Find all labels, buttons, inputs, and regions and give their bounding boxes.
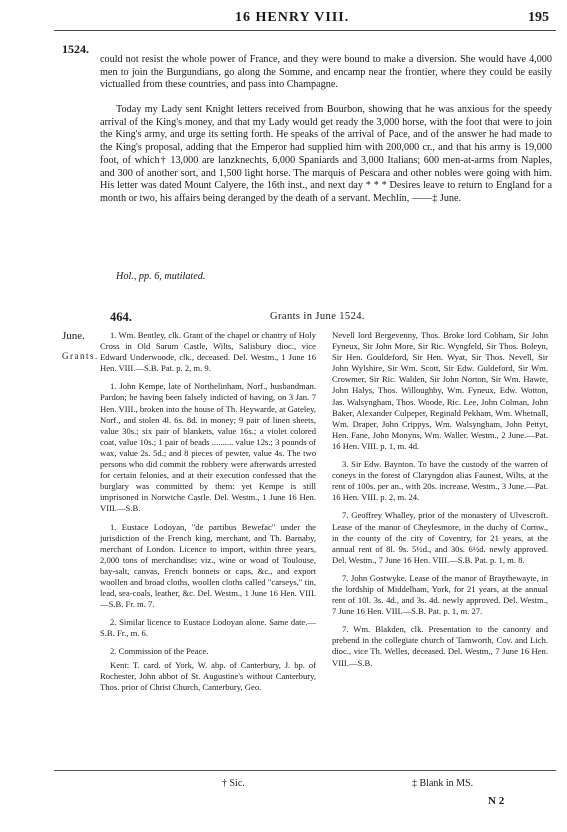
letter-text: Today my Lady sent Knight letters received from Bourbon, showing that he was anxious for the speedy arrival of the King's money, and that my Lady would get ready the 3,000 horse, with the foot that were to join the King's army, and urge its setting forth. He speaks of the arrival of Pace, and of the answer he had made to the King's proposal, adding that the Emperor had supplied him with 200,000 cr., and that his army is 19,000 foot, of which† 13,000 are lanzknechts, 6,000 Spaniards and 3,000 Italians; 600 men-at-arms from Naples, and 300 of another sort, and 1,500 light horse. The marquis of Pescara and other nobles were going with him. His letter was dated Mount Calyere, the 16th inst., and next day * * * Desires leave to return to England for a month or two, his affairs being deranged by the death of a servant. Mechlin, ——‡ June. [100,104,552,204]
footnote-blank: ‡ Blank in MS. [412,778,474,789]
grant-entry: Nevell lord Bergevenny, Thos. Broke lord Cobham, Sir John Fyneux, Sir John More, Sir Ric. Wyngfeld, Sir Thos. Boleyn, Sir Hen. Gouldeford, Sir Hen. Wyat, Sir Thos. Nevell, Sir John Wylshire, Sir Wm. Scott, Sir Edw. Guldeford, Sir Wm. Crowmer, Sir Ric. Walden, Sir John Norton, Sir Wm. Hawte, John Halys, Thos. Willoughby, Wm. Fyneux, Edw. Wotton, Jas. Walsyngham, Thos. Woode, Ric. Lee, John Colman, John Baker, Alexander Culpeper, Reginald Pekham, Wm. Whetnall, Wm. Draper, John Crippys, Wm. Walsyngham, John Pettyt, Hen. Fane, John Monyns, Wm. Waller. Westm., 2 June.—Pat. 16 Hen. VIII. p. 1, m. 4d. [332,330,548,451]
footnote-sic: † Sic. [222,778,245,789]
section-heading: Grants in June 1524. [270,311,365,322]
continuation-paragraph: could not resist the whole power of France, and they were bound to make a diversion. She would have 4,000 men to join the Burgundians, go along the Somme, and encamp near the frontier, where they could be easily victualled from these countries, and pass into Champagne. [100,54,552,91]
grant-entry: 7. John Gostwyke. Lease of the manor of Braythewayte, in the lordship of Middelham, York, for 21 years, at the annual rent of 10l. 3s. 4d., and 3s. 4d. newly approved. Del. Westm., 7 June 16 Hen. VIII.—S.B. Pat. p. 1, m. 27. [332,572,548,617]
margin-year: 1524. [62,42,89,56]
running-head [0,10,567,30]
grant-entry: Kent: T. card. of York, W. abp. of Canterbury, J. bp. of Rochester, John abbot of St. Augustine's without Canterbury, Thos. prior of Christ Church, Canterbury, Geo. [100,659,316,692]
grant-entry: 1. John Kempe, late of Northelinham, Norf., husbandman. Pardon; he having been falsely indicted of having, on 3 Jan. 7 Hen. VIII., broken into the house of Th. Heywarde, at Gateley, Norf., and stolen 4l. 6s. 8d. in money; 9 pair of linen sheets, value 30s.; six pair of blankets, value 16s.; a violet colored coat, value 10s.; 1 pair of beads .......... value 12s.; 3 pounds of wax, value 2s. 5d.; and 8 pieces of pewter, value 4s. The two persons who did commit the robbery were afterwards arrested for certain felonies, and at their execution confessed that the burglary was committed by them: yet Kempe is still imprisoned in Norwiche Castle. Del. Westm., 1 June 16 Hen. VIII.—S.B. [100,381,316,514]
grant-entry: 1. Wm. Bentley, clk. Grant of the chapel or chantry of Holy Cross in Old Sarum Castle, Wilts, Salisbury dioc., vice Edward Underwoode, clk., deceased. Del. Westm., 1 June 16 Hen. VIII.—S.B. Pat. p. 2, m. 9. [100,330,316,374]
grant-entry: 2. Commission of the Peace. [110,646,209,657]
grant-entry: 2. Similar licence to Eustace Lodoyan alone. Same date.—S.B. Fr., m. 6. [100,617,316,639]
page-number: 195 [528,10,549,25]
margin-month: June. [62,330,85,342]
top-rule [54,30,556,31]
running-title: 16 HENRY VIII. [235,10,350,25]
footnote-rule [54,770,556,771]
right-column [332,330,548,676]
grant-entry: 3. Sir Edw. Baynton. To have the custody of the warren of coneys in the forest of Claryngdon alias Faunest, Wilts, at the rent of 100s. per an., with 20s. increase. Westm., 3 June.—Pat. 16 Hen. VIII. p. 2, m. 24. [332,459,548,503]
margin-label: Grants. [62,351,99,361]
grant-entry: 7. Geoffrey Whalley, prior of the monastery of Ulvescroft. Lease of the manor of Cheylesmore, in the duchy of Cornw., in the county of the city of Coventry, for 21 years, at the annual rent of 8l. 9s. 5½d., and 30s. 6½d. newly approved. Del. Westm., 7 June 16 Hen. VIII.—S.B. Pat. p. 1, m. 8. [332,510,548,565]
grant-entry: 1. Eustace Lodoyan, "de partibus Bewefac" under the jurisdiction of the French king, merchant, and Th. Barnaby, merchant of London. Licence to import, within three years, 2,000 tons of merchandise; viz., wine or woad of Toulouse, bay-salt, canvas, French bonnets or caps, &c., and export woollen and broad cloths, woollen cloths called "carseys," tin, lead, sea-coals, leather, &c. Del. Westm., 1 June 16 Hen. VIII.—S.B. Fr. m. 7. [100,521,316,610]
signature-mark: N 2 [488,795,505,807]
section-number: 464. [110,310,132,324]
left-column [100,330,316,700]
grant-entry: 7. Wm. Blakden, clk. Presentation to the canonry and prebend in the collegiate church of Tamworth, Cov. and Lich. dioc., vice Th. Welles, deceased. Del. Westm., 7 June 16 Hen. VIII.—S.B. [332,624,548,668]
letter-paragraph [100,104,552,206]
source-note: Hol., pp. 6, mutilated. [116,271,206,282]
